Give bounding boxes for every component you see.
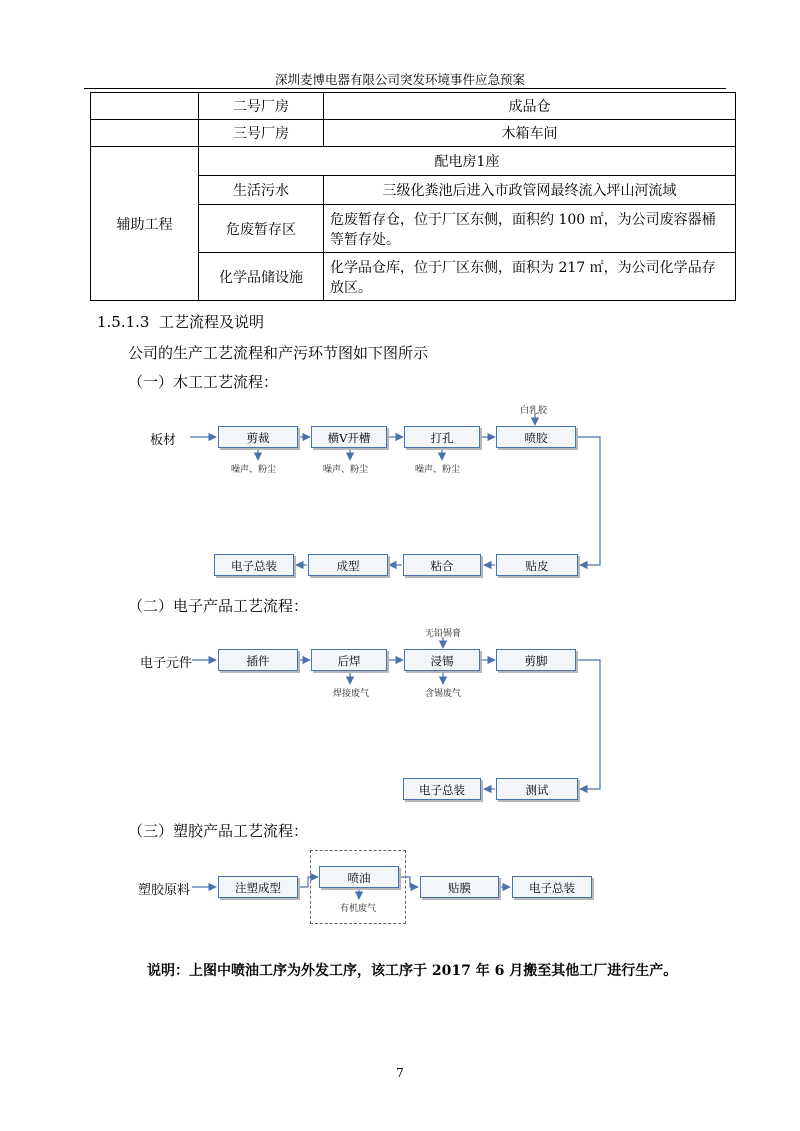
plastic-step-film: 贴膜 <box>420 876 499 898</box>
section-number: 1.5.1.3 <box>97 313 150 331</box>
wood-emission-note: 噪声、粉尘 <box>231 465 277 475</box>
plastic-flow-heading: （三）塑胶产品工艺流程： <box>128 822 309 840</box>
wood-step-vgroove: 横V开槽 <box>311 426 387 448</box>
wood-source-label: 板材 <box>150 433 177 448</box>
table-cell: 化学品仓库，位于厂区东侧，面积为 217 ㎡，为公司化学品存放区。 <box>324 253 736 301</box>
table-cell: 二号厂房 <box>199 93 324 120</box>
wood-emission-note: 噪声、粉尘 <box>323 465 369 475</box>
electronics-weld-note: 焊接废气 <box>333 689 370 699</box>
electronics-step-test: 测试 <box>496 778 578 800</box>
plastic-spray-note: 有机废气 <box>340 904 377 914</box>
plastic-source-label: 塑胶原料 <box>138 883 191 898</box>
intro-text: 公司的生产工艺流程和产污环节图如下图所示 <box>128 344 429 362</box>
plastic-step-spray-oil: 喷油 <box>319 866 399 888</box>
table-cell: 成品仓 <box>324 93 736 120</box>
table-cell: 化学品储设施 <box>199 253 324 301</box>
wood-step-forming: 成型 <box>308 554 388 576</box>
electronics-step-cut-pins: 剪脚 <box>496 649 576 671</box>
electronics-step-assembly: 电子总装 <box>403 778 481 800</box>
table-cell-merged: 配电房1座 <box>199 147 736 176</box>
wood-step-cut: 剪裁 <box>218 426 298 448</box>
electronics-step-insert: 插件 <box>218 649 298 671</box>
electronics-input-note: 无铅锡膏 <box>425 629 462 639</box>
page-number: 7 <box>396 1066 404 1080</box>
auxiliary-label: 辅助工程 <box>91 147 199 301</box>
plastic-step-injection: 注塑成型 <box>218 876 298 898</box>
wood-step-drill: 打孔 <box>404 426 480 448</box>
table-cell: 危废暂存区 <box>199 205 324 253</box>
wood-emission-note: 噪声、粉尘 <box>415 465 461 475</box>
electronics-tin-note: 含锡废气 <box>425 689 462 699</box>
section-title: 工艺流程及说明 <box>159 313 265 331</box>
table-cell: 木箱车间 <box>324 120 736 147</box>
wood-step-bond: 粘合 <box>403 554 481 576</box>
wood-step-glue-spray: 喷胶 <box>496 426 576 448</box>
electronics-source-label: 电子元件 <box>140 656 193 671</box>
electronics-flow-heading: （二）电子产品工艺流程： <box>128 597 309 615</box>
electronics-step-post-weld: 后焊 <box>311 649 387 671</box>
wood-step-assembly: 电子总装 <box>214 554 294 576</box>
wood-step-veneer: 贴皮 <box>496 554 578 576</box>
table-cell: 三级化粪池后进入市政管网最终流入坪山河流域 <box>324 176 736 205</box>
wood-flow-heading: （一）木工工艺流程： <box>128 373 279 391</box>
table-cell: 三号厂房 <box>199 120 324 147</box>
footnote: 说明：上图中喷油工序为外发工序，该工序于 2017 年 6 月搬至其他工厂进行生产。 <box>147 963 678 979</box>
electronics-step-dip-tin: 浸锡 <box>404 649 480 671</box>
document-header: 深圳麦博电器有限公司突发环境事件应急预案 <box>274 72 525 87</box>
table-cell: 危废暂存仓，位于厂区东侧，面积约 100 ㎡，为公司废容器桶等暂存处。 <box>324 205 736 253</box>
wood-input-note: 白乳胶 <box>520 406 548 416</box>
plastic-step-assembly: 电子总装 <box>512 876 592 898</box>
table-cell: 生活污水 <box>199 176 324 205</box>
